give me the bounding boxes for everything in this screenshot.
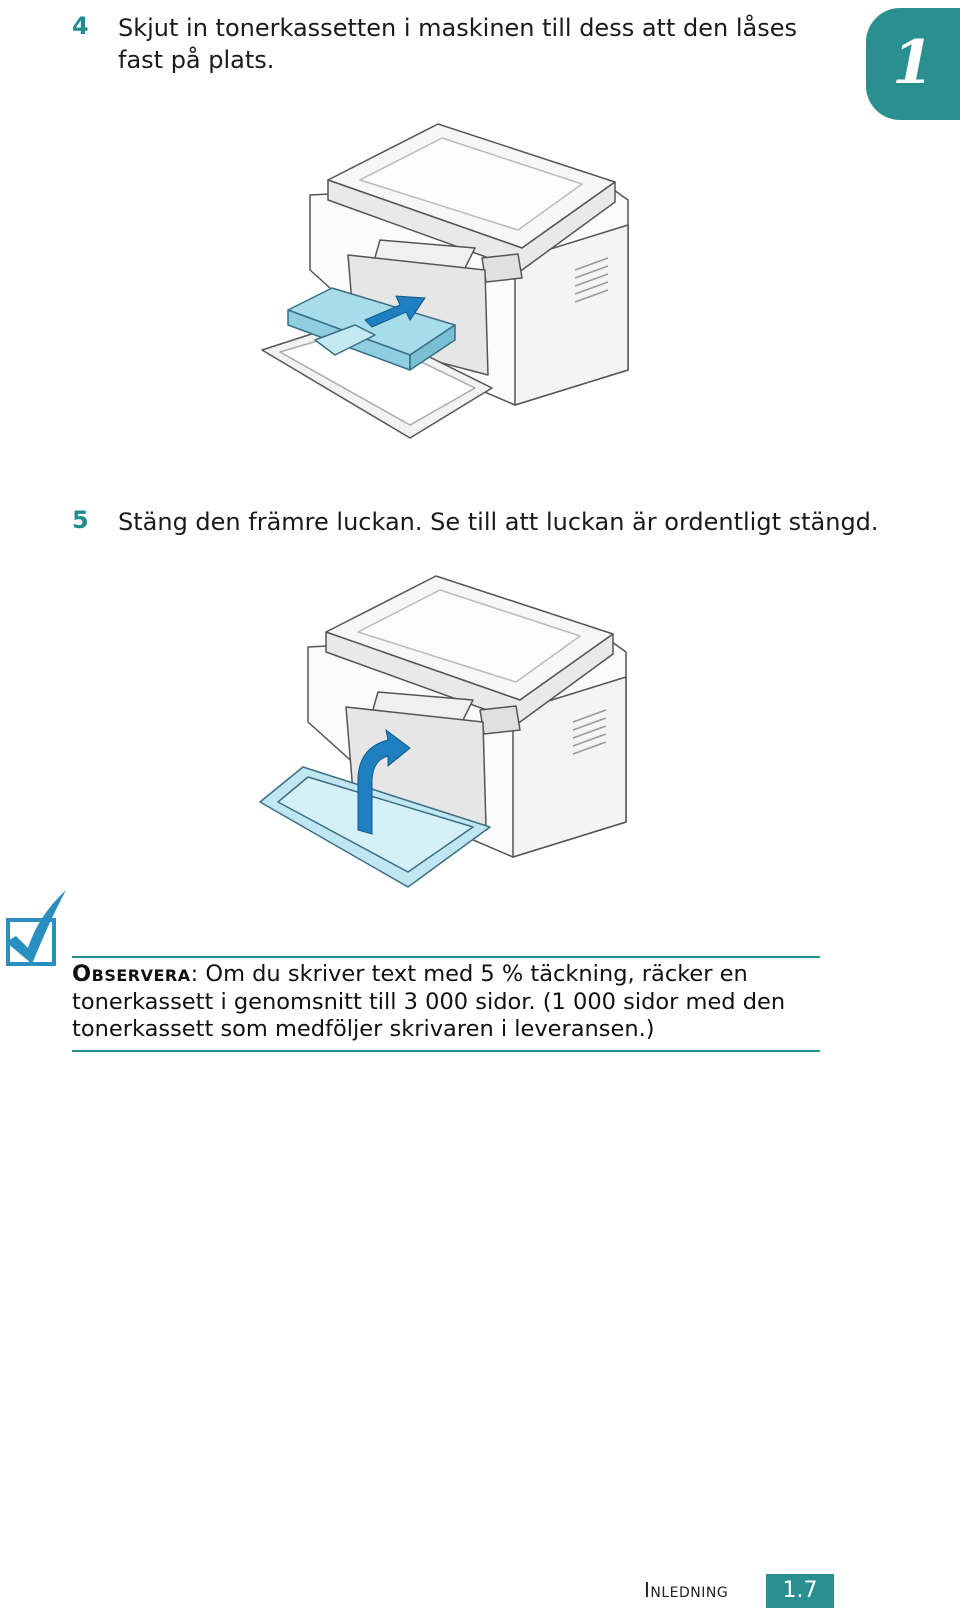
step-4-text xyxy=(118,12,797,76)
chapter-number: 1 xyxy=(892,28,934,98)
note-line-1 xyxy=(72,961,832,989)
note-top-rule xyxy=(72,956,820,958)
note-text xyxy=(72,961,832,1044)
step-5-line-1: Stäng den främre luckan. Se till att luckan är ordentligt stängd. xyxy=(118,508,879,536)
checkmark-note-icon xyxy=(4,886,70,968)
chapter-tab xyxy=(866,8,960,120)
step-4-line-1: Skjut in tonerkassetten i maskinen till dess att den låses xyxy=(118,14,797,42)
printer-insert-cartridge-illustration xyxy=(260,120,650,450)
note-separator: : xyxy=(190,961,199,987)
note-bottom-rule xyxy=(72,1050,820,1052)
step-5-number: 5 xyxy=(72,506,89,534)
note-label: Observera xyxy=(72,961,191,987)
step-5-text xyxy=(118,506,879,538)
note-line-1-text: Om du skriver text med 5 % täckning, räcker en xyxy=(198,961,748,987)
footer-section-title: Inledning xyxy=(644,1578,729,1602)
note-line-3: tonerkassett som medföljer skrivaren i leveransen.) xyxy=(72,1016,655,1042)
step-4-line-2: fast på plats. xyxy=(118,46,275,74)
printer-close-door-illustration xyxy=(258,572,648,892)
note-line-2: tonerkassett i genomsnitt till 3 000 sidor. (1 000 sidor med den xyxy=(72,988,786,1015)
step-4-number: 4 xyxy=(72,12,89,40)
footer-page-number: 1.7 xyxy=(766,1574,834,1608)
